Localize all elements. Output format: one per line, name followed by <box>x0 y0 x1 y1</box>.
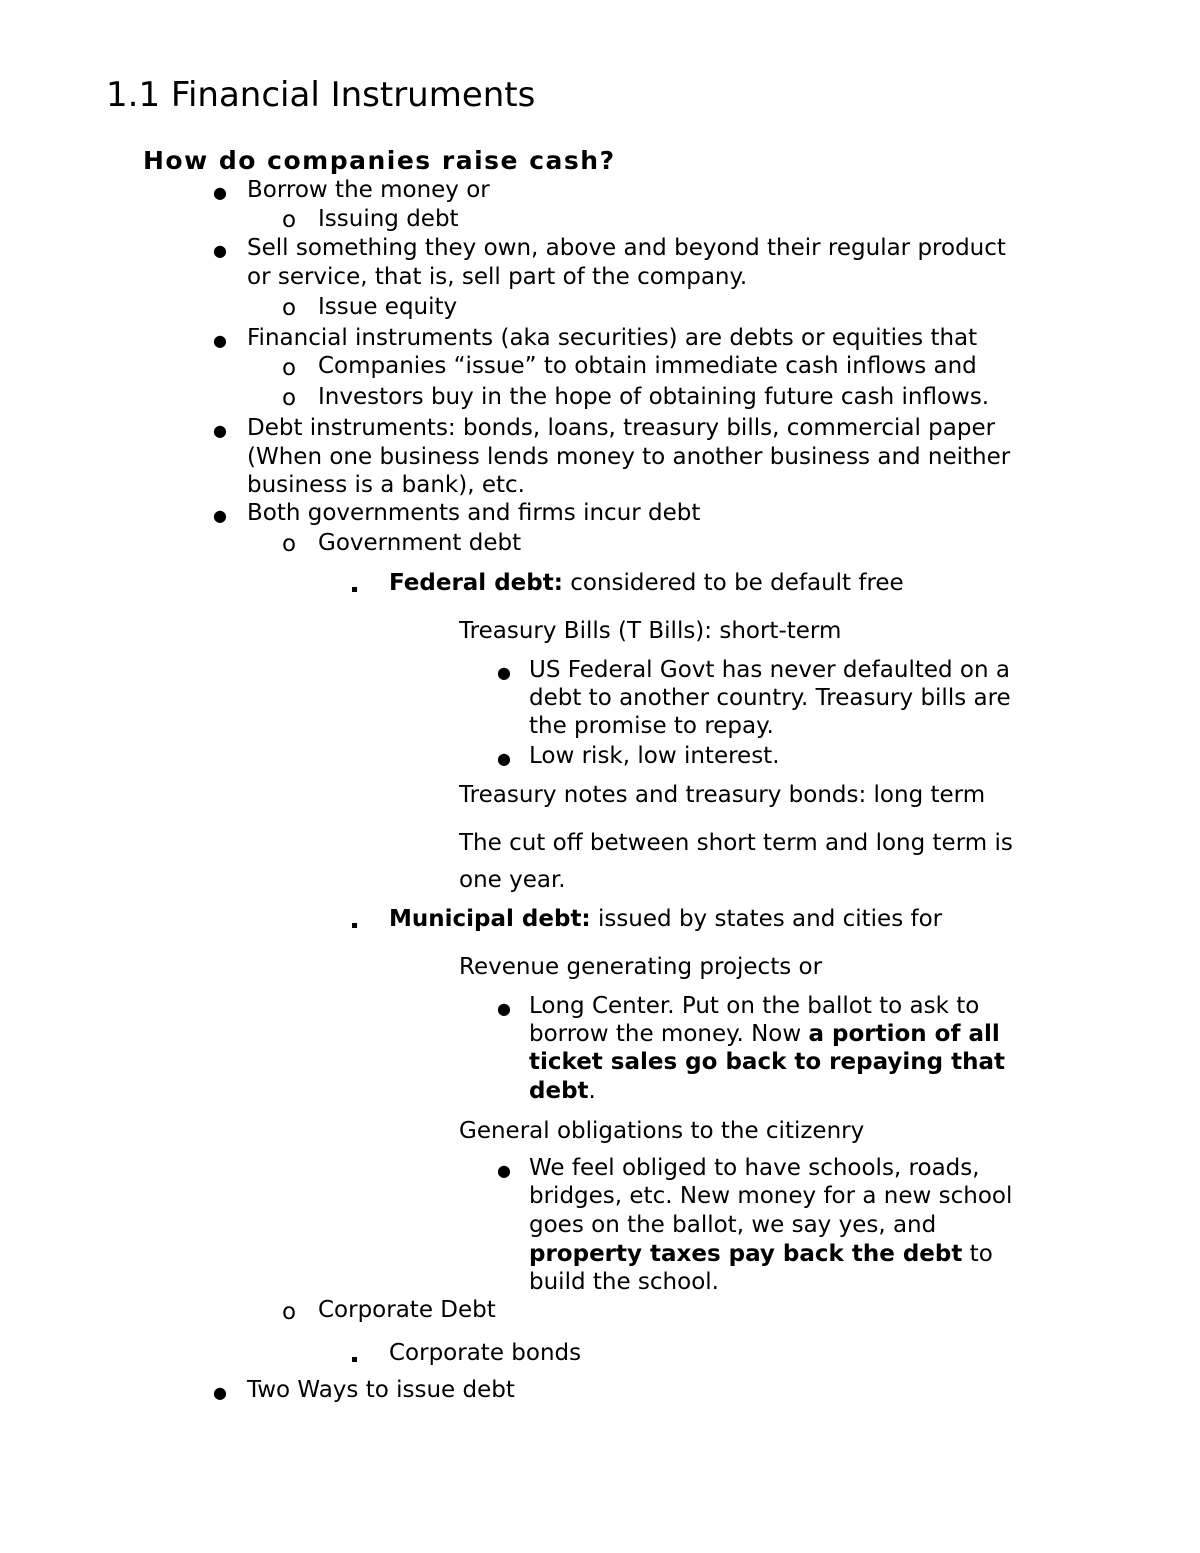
bullet-disc-icon: ● <box>497 999 511 1018</box>
list-item-cont: ticket sales go back to repaying that <box>529 1049 1006 1075</box>
paragraph: Treasury notes and treasury bonds: long term <box>459 782 986 808</box>
list-item: Financial instruments (aka securities) are debts or equities that <box>247 325 978 351</box>
list-item-cont: bridges, etc. New money for a new school <box>529 1183 1013 1209</box>
bullet-disc-icon: ● <box>213 1383 227 1402</box>
page-title: 1.1 Financial Instruments <box>106 75 536 115</box>
list-item-cont: goes on the ballot, we say yes, and <box>529 1212 937 1238</box>
bullet-circle-icon: o <box>282 385 297 411</box>
bullet-disc-icon: ● <box>497 663 511 682</box>
bullet-circle-icon: o <box>282 295 297 321</box>
list-item: Debt instruments: bonds, loans, treasury bills, commercial paper <box>247 415 996 441</box>
list-item: Investors buy in the hope of obtaining future cash inflows. <box>318 384 990 410</box>
bullet-disc-icon: ● <box>213 241 227 260</box>
section-heading: How do companies raise cash? <box>143 146 616 175</box>
list-item: Corporate Debt <box>318 1297 496 1323</box>
bullet-square-icon <box>352 1341 357 1369</box>
bullet-square-icon <box>352 571 357 599</box>
term-label: Federal debt: <box>389 570 563 596</box>
term-label: Municipal debt: <box>389 906 591 932</box>
list-item-cont: or service, that is, sell part of the company. <box>247 264 748 290</box>
paragraph: General obligations to the citizenry <box>459 1118 865 1144</box>
bullet-circle-icon: o <box>282 207 297 233</box>
bullet-circle-icon: o <box>282 1299 297 1325</box>
list-item-cont: build the school. <box>529 1269 719 1295</box>
bullet-circle-icon: o <box>282 355 297 381</box>
list-item-cont: business is a bank), etc. <box>247 472 525 498</box>
list-item-cont: borrow the money. Now a portion of all <box>529 1021 1000 1047</box>
list-item-cont: the promise to repay. <box>529 713 774 739</box>
list-item-cont: debt. <box>529 1078 596 1104</box>
list-item: Issue equity <box>318 294 458 320</box>
paragraph: Revenue generating projects or <box>459 954 823 980</box>
list-item: Corporate bonds <box>389 1340 582 1366</box>
list-item: Companies “issue” to obtain immediate cash inflows and <box>318 353 977 379</box>
list-item-cont: (When one business lends money to another business and neither <box>247 444 1011 470</box>
list-item: Low risk, low interest. <box>529 743 780 769</box>
list-item: Long Center. Put on the ballot to ask to <box>529 993 980 1019</box>
bullet-disc-icon: ● <box>497 1161 511 1180</box>
paragraph: Treasury Bills (T Bills): short-term <box>459 618 842 644</box>
bullet-square-icon <box>352 907 357 935</box>
list-item-cont: debt to another country. Treasury bills are <box>529 685 1011 711</box>
bullet-disc-icon: ● <box>213 506 227 525</box>
bullet-disc-icon: ● <box>497 749 511 768</box>
bullet-disc-icon: ● <box>213 183 227 202</box>
list-item: Municipal debt: issued by states and cities for <box>389 906 943 932</box>
list-item: Issuing debt <box>318 206 459 232</box>
list-item: US Federal Govt has never defaulted on a <box>529 657 1010 683</box>
list-item: Two Ways to issue debt <box>247 1377 515 1403</box>
list-item: Federal debt: considered to be default free <box>389 570 904 596</box>
bullet-disc-icon: ● <box>213 331 227 350</box>
bullet-disc-icon: ● <box>213 421 227 440</box>
list-item: We feel obliged to have schools, roads, <box>529 1155 980 1181</box>
paragraph: The cut off between short term and long term is <box>459 830 1013 856</box>
list-item-cont: property taxes pay back the debt to <box>529 1241 993 1267</box>
list-item: Sell something they own, above and beyond their regular product <box>247 235 1006 261</box>
list-item: Borrow the money or <box>247 177 490 203</box>
list-item: Government debt <box>318 530 522 556</box>
bullet-circle-icon: o <box>282 531 297 557</box>
paragraph-cont: one year. <box>459 867 566 893</box>
list-item: Both governments and firms incur debt <box>247 500 701 526</box>
